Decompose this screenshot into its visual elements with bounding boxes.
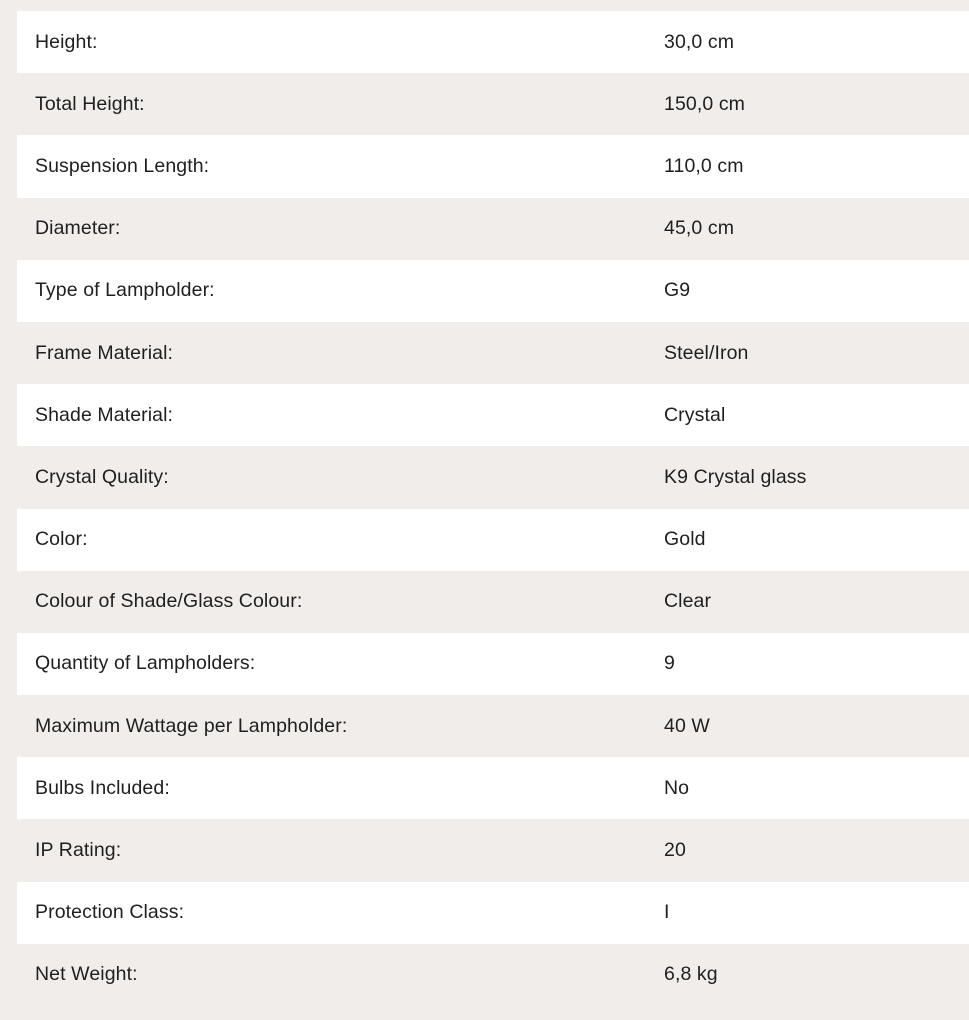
spec-value: Crystal: [664, 403, 726, 426]
spec-label: Shade Material:: [35, 403, 174, 426]
spec-label: Total Height:: [35, 92, 145, 115]
spec-label: Diameter:: [35, 217, 121, 240]
spec-label: IP Rating:: [35, 839, 122, 862]
spec-label: Colour of Shade/Glass Colour:: [35, 590, 303, 613]
spec-label: Net Weight:: [35, 963, 138, 986]
spec-value: K9 Crystal glass: [664, 465, 807, 488]
spec-row-shade-glass-colour: [17, 571, 969, 633]
spec-label: Quantity of Lampholders:: [35, 652, 256, 675]
spec-label: Height:: [35, 30, 98, 53]
spec-label: Frame Material:: [35, 341, 174, 364]
spec-value: G9: [664, 279, 691, 302]
spec-label: Protection Class:: [35, 901, 185, 924]
spec-value: 6,8 kg: [664, 963, 718, 986]
spec-row-lampholder-quantity: [17, 633, 969, 695]
spec-value: 45,0 cm: [664, 217, 735, 240]
spec-label: Maximum Wattage per Lampholder:: [35, 714, 348, 737]
spec-value: Steel/Iron: [664, 341, 749, 364]
spec-value: I: [664, 901, 670, 924]
spec-row-crystal-quality: [17, 446, 969, 508]
specifications-table: [17, 11, 969, 1006]
spec-row-suspension-length: [17, 135, 969, 197]
spec-value: 110,0 cm: [664, 154, 744, 177]
spec-row-height: [17, 11, 969, 73]
spec-label: Crystal Quality:: [35, 465, 169, 488]
spec-value: No: [664, 776, 690, 799]
spec-value: 30,0 cm: [664, 30, 735, 53]
spec-label: Color:: [35, 528, 88, 551]
spec-row-lampholder-type: [17, 260, 969, 322]
spec-value: Gold: [664, 528, 706, 551]
spec-label: Type of Lampholder:: [35, 279, 215, 302]
spec-row-ip-rating: [17, 819, 969, 881]
spec-row-protection-class: [17, 882, 969, 944]
spec-value: 9: [664, 652, 675, 675]
spec-row-net-weight: [17, 944, 969, 1006]
spec-value: 20: [664, 839, 686, 862]
spec-value: 150,0 cm: [664, 92, 746, 115]
spec-row-bulbs-included: [17, 757, 969, 819]
spec-value: Clear: [664, 590, 712, 613]
spec-row-frame-material: [17, 322, 969, 384]
spec-row-maximum-wattage: [17, 695, 969, 757]
spec-label: Bulbs Included:: [35, 776, 170, 799]
spec-row-shade-material: [17, 384, 969, 446]
spec-row-color: [17, 509, 969, 571]
spec-row-diameter: [17, 198, 969, 260]
spec-value: 40 W: [664, 714, 710, 737]
spec-label: Suspension Length:: [35, 154, 210, 177]
spec-row-total-height: [17, 73, 969, 135]
